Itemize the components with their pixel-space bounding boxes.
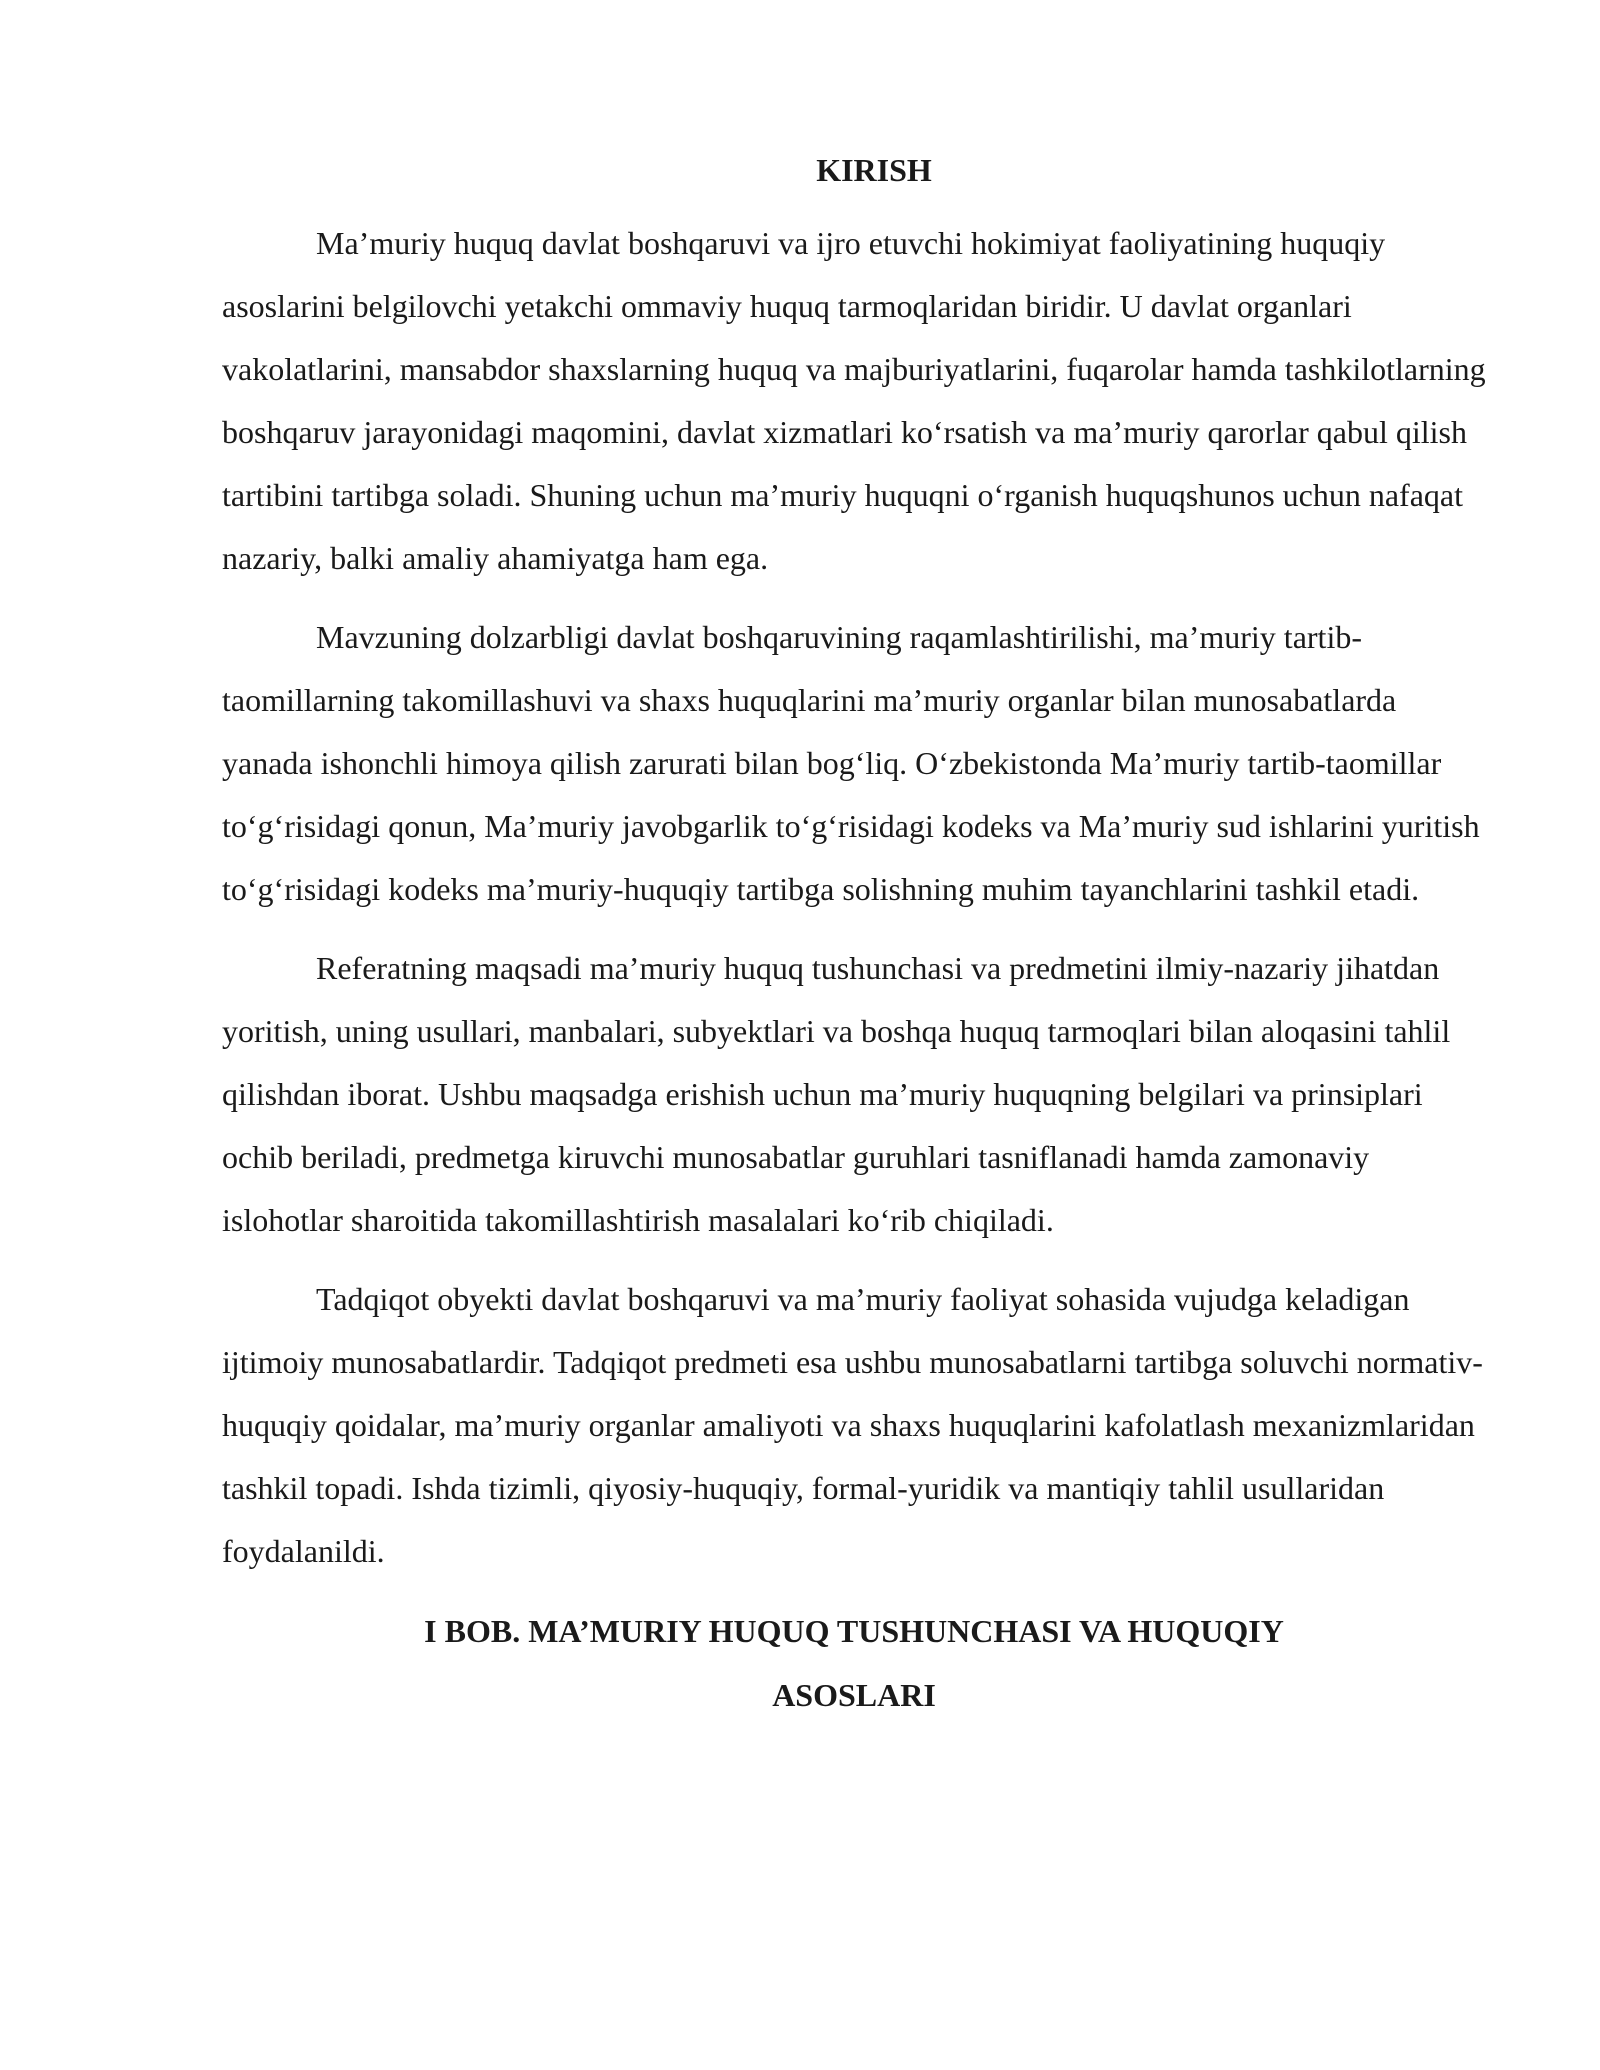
intro-heading: KIRISH (816, 152, 932, 188)
paragraph-2: Mavzuning dolzarbligi davlat boshqaruvining raqamlashtirilishi, ma’muriy tartib-taomillarning takomillashuvi va shaxs huquqlarini ma’muriy organlar bilan munosabatlarda yanada ishonchli himoya qilish zarurati bilan bogʻliq. Oʻzbekistonda Ma’muriy tartib-taomillar toʻgʻrisidagi qonun, Ma’muriy javobgarlik toʻgʻrisidagi kodeks va Ma’muriy sud ishlarini yuritish toʻgʻrisidagi kodeks ma’muriy-huquqiy tartibga solishning muhim tayanchlarini tashkil etadi. (222, 619, 1480, 907)
paragraph-1: Ma’muriy huquq davlat boshqaruvi va ijro etuvchi hokimiyat faoliyatining huquqiy asoslarini belgilovchi yetakchi ommaviy huquq tarmoqlaridan biridir. U davlat organlari vakolatlarini, mansabdor shaxslarning huquq va majburiyatlarini, fuqarolar hamda tashkilotlarning boshqaruv jarayonidagi maqomini, davlat xizmatlari koʻrsatish va ma’muriy qarorlar qabul qilish tartibini tartibga soladi. Shuning uchun ma’muriy huquqni oʻrganish huquqshunos uchun nafaqat nazariy, balki amaliy ahamiyatga ham ega. (222, 225, 1486, 576)
document-page (222, 150, 1486, 1727)
chapter-heading (222, 1599, 1486, 1727)
paragraph-3: Referatning maqsadi ma’muriy huquq tushunchasi va predmetini ilmiy-nazariy jihatdan yoritish, uning usullari, manbalari, subyektlari va boshqa huquq tarmoqlari bilan aloqasini tahlil qilishdan iborat. Ushbu maqsadga erishish uchun ma’muriy huquqning belgilari va prinsiplari ochib beriladi, predmetga kiruvchi munosabatlar guruhlari tasniflanadi hamda zamonaviy islohotlar sharoitida takomillashtirish masalalari koʻrib chiqiladi. (222, 950, 1451, 1238)
chapter-heading-line-1: I BOB. MA’MURIY HUQUQ TUSHUNCHASI VA HUQUQIY (424, 1613, 1284, 1649)
paragraph-4: Tadqiqot obyekti davlat boshqaruvi va ma’muriy faoliyat sohasida vujudga keladigan ijtimoiy munosabatlardir. Tadqiqot predmeti esa ushbu munosabatlarni tartibga soluvchi normativ-huquqiy qoidalar, ma’muriy organlar amaliyoti va shaxs huquqlarini kafolatlash mexanizmlaridan tashkil topadi. Ishda tizimli, qiyosiy-huquqiy, formal-yuridik va mantiqiy tahlil usullaridan foydalanildi. (222, 1281, 1483, 1569)
chapter-heading-line-2: ASOSLARI (772, 1677, 936, 1713)
